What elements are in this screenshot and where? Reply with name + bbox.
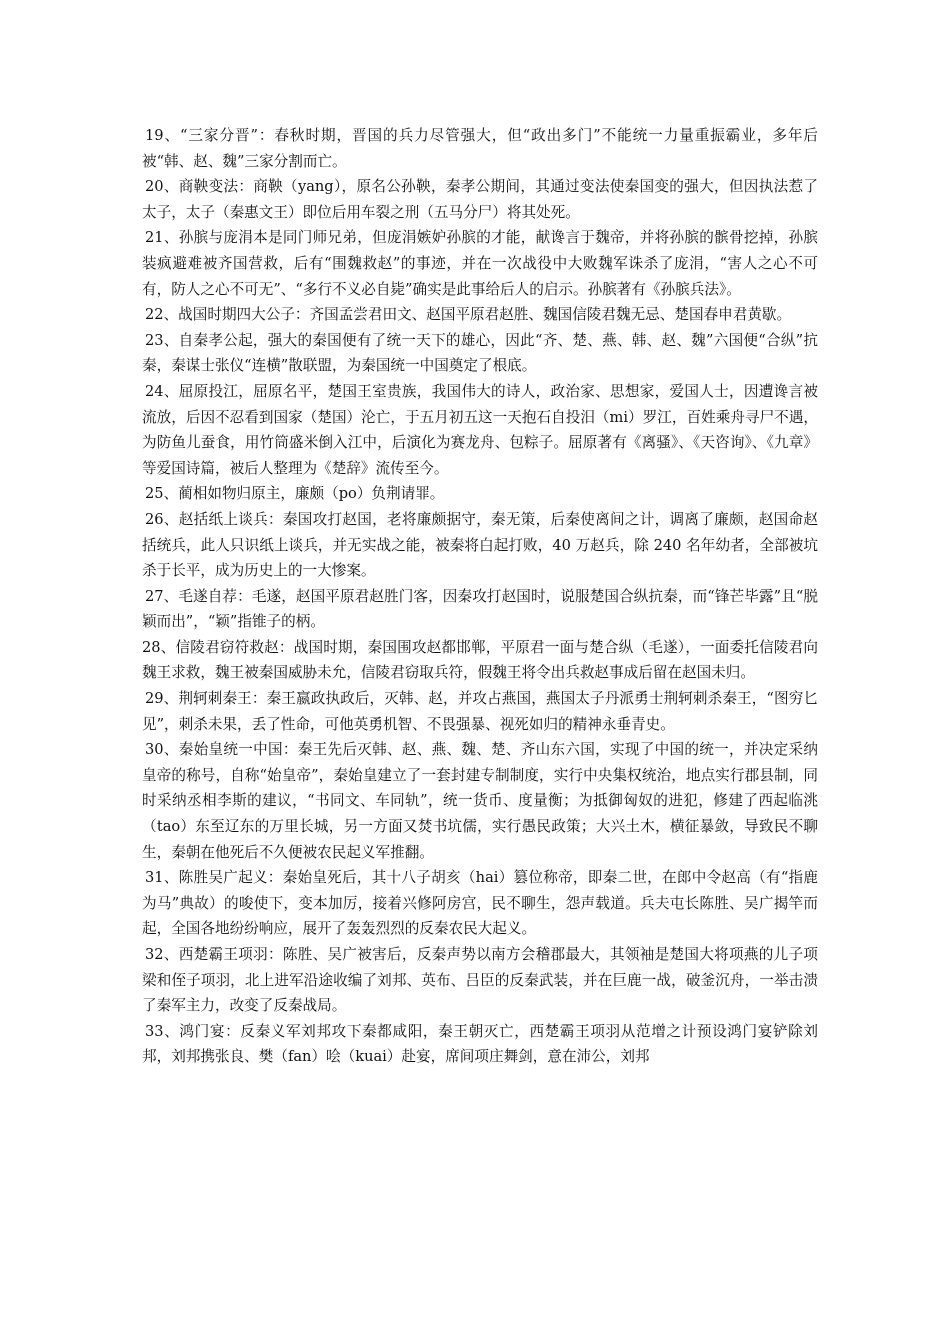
- paragraph-22: 22、战国时期四大公子：齐国孟尝君田文、赵国平原君赵胜、魏国信陵君魏无忌、楚国春申君黄歇。: [145, 306, 792, 324]
- paragraph-29: 29、荆轲刺秦王：秦王嬴政执政后，灭韩、赵，并攻占燕国，燕国太子丹派勇士荆轲刺杀秦王，“图穷匕见”，刺杀未果，丢了性命，可他英勇机智、不畏强暴、视死如归的精神永垂青史。: [142, 690, 818, 733]
- paragraph-26: 26、赵括纸上谈兵：秦国攻打赵国，老将廉颇据守，秦无策，后秦使离间之计，调离了廉颇，赵国命赵括统兵，此人只识纸上谈兵，并无实战之能，被秦将白起打败，40 万赵兵，除 240 名年幼者，全部被坑杀于长平，成为历史上的一大惨案。: [142, 510, 818, 580]
- paragraph-23: 23、自秦孝公起，强大的秦国便有了统一天下的雄心，因此“齐、楚、燕、韩、赵、魏”六国便“合纵”抗秦，秦谋士张仪“连横”散联盟，为秦国统一中国奠定了根底。: [142, 331, 818, 375]
- paragraph-30: 30、秦始皇统一中国：秦王先后灭韩、赵、燕、魏、楚、齐山东六国，实现了中国的统一，并决定采纳皇帝的称号，自称“始皇帝”，秦始皇建立了一套封建专制制度，实行中央集权统治，地点实行郡县制，同时采纳丞相李斯的建议，“书同文、车同轨”，统一货币、度量衡；为抵御匈奴的进犯，修建了西起临洮（tao）东至辽东的万里长城，另一方面又焚书坑儒，实行愚民政策；大兴土木，横征暴敛，导致民不聊生，秦朝在他死后不久便被农民起义军推翻。: [142, 741, 818, 861]
- paragraph-21: 21、孙膑与庞涓本是同门师兄弟，但庞涓嫉妒孙膑的才能，献谗言于魏帝，并将孙膑的髌骨挖掉，孙膑装疯避难被齐国营救，后有“围魏救赵”的事迹，并在一次战役中大败魏军诛杀了庞涓，“害人之心不可有，防人之心不可无”、“多行不义必自毙”确实是此事给后人的启示。孙膑著有《孙膑兵法》。: [142, 229, 818, 298]
- paragraph-31: 31、陈胜吴广起义：秦始皇死后，其十八子胡亥（hai）篡位称帝，即秦二世，在郎中令赵高（有“指鹿为马”典故）的唆使下，变本加厉，接着兴修阿房宫，民不聊生，怨声载道。兵夫屯长陈胜、吴广揭竿而起，全国各地纷纷响应，展开了轰轰烈烈的反秦农民大起义。: [142, 869, 818, 938]
- paragraph-20: 20、商鞅变法：商鞅（yang），原名公孙鞅，秦孝公期间，其通过变法使秦国变的强大，但因执法惹了太子，太子（秦惠文王）即位后用车裂之刑（五马分尸）将其处死。: [142, 178, 818, 221]
- paragraph-25: 25、蔺相如物归原主，廉颇（po）负荆请罪。: [145, 485, 445, 503]
- paragraph-27: 27、毛遂自荐：毛遂，赵国平原君赵胜门客，因秦攻打赵国时，说服楚国合纵抗秦，而“锋芒毕露”且“脱颖而出”，“颖”指锥子的柄。: [142, 587, 818, 631]
- paragraph-19: 19、“三家分晋”：春秋时期，晋国的兵力尽管强大，但“政出多门”不能统一力量重振霸业，多年后被“韩、赵、魏”三家分割而亡。: [142, 127, 818, 170]
- document-page: [142, 123, 818, 1070]
- paragraph-32: 32、西楚霸王项羽：陈胜、吴广被害后，反秦声势以南方会稽郡最大，其领袖是楚国大将项燕的儿子项梁和侄子项羽，北上进军沿途收编了刘邦、英布、吕臣的反秦武装，并在巨鹿一战，破釜沉舟，一举击溃了秦军主力，改变了反秦战局。: [142, 946, 818, 1015]
- paragraph-28: 28、信陵君窃符救赵：战国时期，秦国围攻赵都邯郸，平原君一面与楚合纵（毛遂），一面委托信陵君向魏王求救，魏王被秦国威胁未允，信陵君窃取兵符，假魏王将令出兵救赵事成后留在赵国未归。: [142, 638, 818, 682]
- paragraph-33: 33、鸿门宴：反秦义军刘邦攻下秦都咸阳，秦王朝灭亡，西楚霸王项羽从范增之计预设鸿门宴铲除刘邦，刘邦携张良、樊（fan）哙（kuai）赴宴，席间项庄舞剑，意在沛公，刘邦: [142, 1022, 818, 1066]
- paragraph-24: 24、屈原投江，屈原名平，楚国王室贵族，我国伟大的诗人，政治家、思想家，爱国人士，因遭谗言被流放，后因不忍看到国家（楚国）沦亡，于五月初五这一天抱石自投汨（mi）罗江，百姓乘舟寻尸不遇，为防鱼儿蚕食，用竹筒盛米倒入江中，后演化为赛龙舟、包粽子。屈原著有《离骚》、《天咨询》、《九章》等爱国诗篇，被后人整理为《楚辞》流传至今。: [142, 382, 818, 477]
